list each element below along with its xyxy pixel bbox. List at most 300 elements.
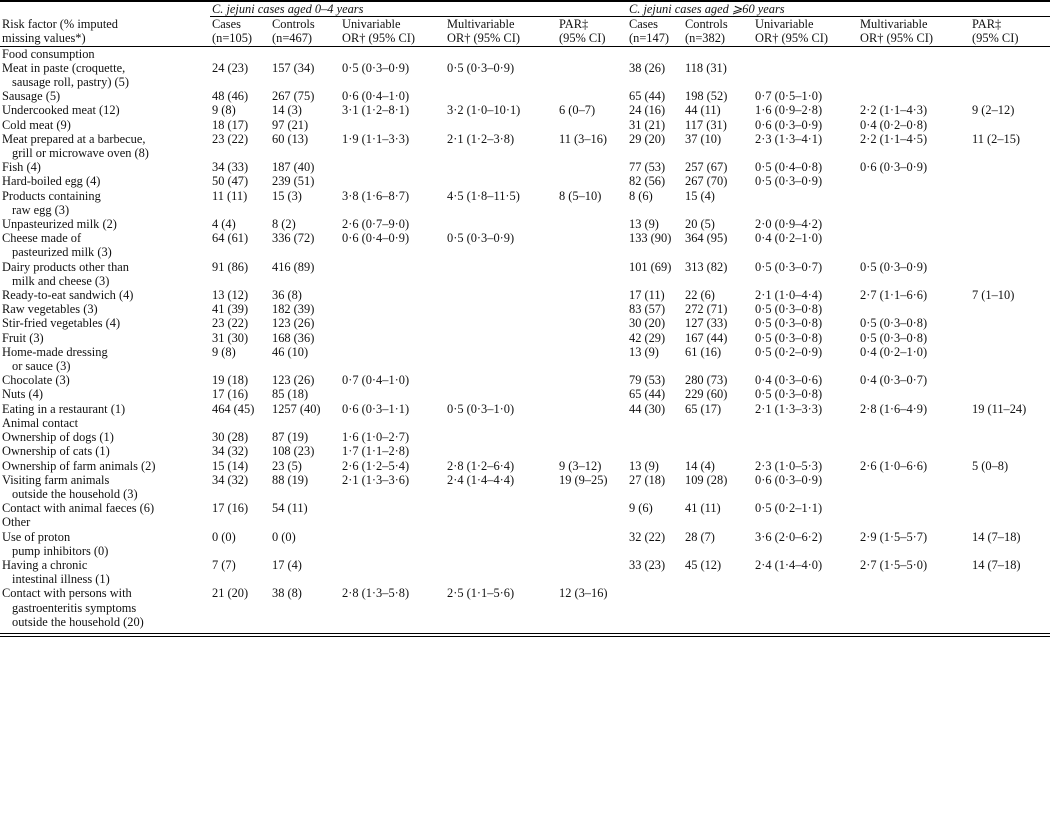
par-young-cell: 19 (9–25): [559, 472, 608, 487]
univariable-old-cell: 2·4 (1·4–4·0): [755, 557, 823, 572]
univariable-young-cell: [340, 345, 445, 373]
column-header-row: [0, 17, 1050, 46]
cases-young-cell: 91 (86): [212, 259, 249, 274]
par-young-cell: [557, 118, 627, 132]
bottom-rule: [0, 633, 1050, 636]
risk-factor-label: Use of proton: [2, 529, 71, 544]
risk-factor-label: Cold meat (9): [2, 117, 71, 132]
controls-young-cell: 54 (11): [272, 501, 308, 516]
risk-factor-cell: [0, 345, 210, 373]
multivariable-old-cell: 2·7 (1·5–5·0): [860, 557, 928, 572]
risk-factor-cell: [0, 89, 210, 103]
controls-young-cell: 17 (4): [272, 557, 302, 572]
table-row: [0, 586, 1050, 629]
par-old-cell: [970, 444, 1050, 458]
univariable-young-cell: 0·7 (0·4–1·0): [342, 373, 410, 388]
par-young-cell: [557, 345, 627, 373]
univariable-old-cell: [753, 430, 858, 444]
univariable-young-cell: [340, 530, 445, 558]
controls-young-cell: 85 (18): [272, 387, 309, 402]
risk-factor-label: sausage roll, pastry) (5): [12, 75, 129, 90]
univariable-old-cell: 0·5 (0·2–1·1): [755, 501, 823, 516]
cases-young-cell: 21 (20): [212, 586, 249, 601]
controls-old-cell: 118 (31): [685, 60, 727, 75]
controls-old-cell: 15 (4): [685, 188, 715, 203]
risk-factor-cell: [0, 473, 210, 501]
risk-factor-label: Having a chronic: [2, 557, 88, 572]
controls-old-cell: 20 (5): [685, 217, 715, 232]
controls-old-cell: 37 (10): [685, 131, 722, 146]
risk-factor-label: Ownership of cats (1): [2, 444, 110, 459]
table-row: [0, 118, 1050, 132]
controls-old-cell: 109 (28): [685, 472, 728, 487]
controls-young-cell: 1257 (40): [272, 401, 321, 416]
cases-old-cell: 9 (6): [629, 501, 653, 516]
cases-old-cell: 38 (26): [629, 60, 666, 75]
univariable-young-cell: [340, 331, 445, 345]
par-young-cell: [557, 530, 627, 558]
risk-factor-label: grill or microwave oven (8): [12, 146, 149, 161]
risk-factor-label: Nuts (4): [2, 387, 43, 402]
cases-young-cell: 48 (46): [212, 89, 249, 104]
par-young-cell: [557, 61, 627, 89]
group-old-title: C. jejuni cases aged ⩾60 years: [627, 2, 1050, 17]
risk-factor-label: Hard-boiled egg (4): [2, 174, 101, 189]
cases-old-cell: 13 (9): [629, 458, 659, 473]
par-old-cell: [970, 231, 1050, 259]
univariable-young-cell: 0·6 (0·4–0·9): [342, 231, 410, 246]
univariable-old-cell: 0·4 (0·3–0·6): [755, 373, 823, 388]
section-header-row: [0, 46, 1050, 61]
par-old-cell: 14 (7–18): [972, 557, 1021, 572]
risk-factor-label: Ownership of dogs (1): [2, 430, 114, 445]
risk-factor-cell: [0, 103, 210, 117]
univariable-old-cell: 2·3 (1·0–5·3): [755, 458, 823, 473]
risk-factor-label: outside the household (3): [12, 486, 138, 501]
multivariable-young-cell: [445, 302, 557, 316]
cases-old-cell: 13 (9): [629, 344, 659, 359]
section-title: Animal contact: [2, 415, 79, 430]
table-row: [0, 430, 1050, 444]
par-young-cell: [557, 444, 627, 458]
cases-young-cell: 50 (47): [212, 174, 249, 189]
table-row: [0, 373, 1050, 387]
table-row: [0, 459, 1050, 473]
par-old-cell: 9 (2–12): [972, 103, 1015, 118]
risk-factor-label: Dairy products other than: [2, 259, 129, 274]
controls-young-cell: 36 (8): [272, 288, 302, 303]
multivariable-young-cell: 2·4 (1·4–4·4): [447, 472, 515, 487]
controls-young-cell: 267 (75): [272, 89, 315, 104]
table-row: [0, 387, 1050, 401]
multivariable-young-cell: [445, 260, 557, 288]
par-old-cell: [970, 586, 1050, 629]
controls-young-cell: 60 (13): [272, 131, 309, 146]
par-young-cell: [557, 316, 627, 330]
controls-young-cell: 336 (72): [272, 231, 315, 246]
cases-young-cell: 23 (22): [212, 131, 249, 146]
multivariable-old-cell: [858, 501, 970, 515]
univariable-old-cell: 0·5 (0·3–0·8): [755, 387, 823, 402]
multivariable-old-cell: [858, 61, 970, 89]
table-row: [0, 174, 1050, 188]
univariable-young-cell: 2·1 (1·3–3·6): [342, 472, 410, 487]
multivariable-old-cell: 0·5 (0·3–0·8): [860, 330, 928, 345]
par-young-cell: [557, 402, 627, 416]
controls-young-cell: 88 (19): [272, 472, 309, 487]
multivariable-young-cell: 2·1 (1·2–3·8): [447, 131, 515, 146]
risk-factor-cell: [0, 61, 210, 89]
univariable-old-cell: [753, 189, 858, 217]
cases-young-cell: 7 (7): [212, 557, 236, 572]
par-old-cell: [970, 345, 1050, 373]
cases-young-cell: 24 (23): [212, 60, 249, 75]
par-old-cell: [970, 331, 1050, 345]
risk-factor-label: Fruit (3): [2, 330, 44, 345]
controls-young-cell: 416 (89): [272, 259, 315, 274]
cases-old-cell: [627, 586, 683, 629]
group-header-row: [0, 2, 1050, 17]
table-row: [0, 61, 1050, 89]
controls-old-cell: 313 (82): [685, 259, 728, 274]
risk-factor-label: Sausage (5): [2, 89, 61, 104]
multivariable-young-cell: 0·5 (0·3–0·9): [447, 60, 515, 75]
multivariable-old-cell: 2·8 (1·6–4·9): [860, 401, 928, 416]
multivariable-young-cell: [445, 373, 557, 387]
risk-factor-cell: [0, 132, 210, 160]
univariable-young-cell: 0·5 (0·3–0·9): [342, 60, 410, 75]
controls-old-cell: 127 (33): [685, 316, 728, 331]
risk-factor-label: Cheese made of: [2, 231, 82, 246]
par-old-cell: 19 (11–24): [972, 401, 1027, 416]
par-old-cell: [970, 61, 1050, 89]
header-par-old: PAR‡ (95% CI): [970, 17, 1050, 46]
par-young-cell: [557, 430, 627, 444]
controls-young-cell: 46 (10): [272, 344, 309, 359]
cases-young-cell: 13 (12): [212, 288, 249, 303]
controls-young-cell: 108 (23): [272, 444, 315, 459]
risk-factor-cell: [0, 373, 210, 387]
multivariable-old-cell: 2·9 (1·5–5·7): [860, 529, 928, 544]
cases-old-cell: 13 (9): [629, 217, 659, 232]
cases-old-cell: 101 (69): [629, 259, 672, 274]
univariable-young-cell: 0·6 (0·3–1·1): [342, 401, 410, 416]
multivariable-old-cell: 2·2 (1·1–4·5): [860, 131, 928, 146]
cases-young-cell: 17 (16): [212, 387, 249, 402]
controls-old-cell: 198 (52): [685, 89, 728, 104]
multivariable-young-cell: [445, 501, 557, 515]
risk-factor-cell: [0, 160, 210, 174]
par-old-cell: [970, 501, 1050, 515]
risk-factor-label: Meat in paste (croquette,: [2, 60, 126, 75]
controls-old-cell: 22 (6): [685, 288, 715, 303]
risk-factor-cell: [0, 174, 210, 188]
header-cases-young: Cases (n=105): [210, 17, 270, 46]
table-row: [0, 103, 1050, 117]
risk-factor-cell: [0, 430, 210, 444]
risk-factor-cell: [0, 288, 210, 302]
multivariable-old-cell: 2·6 (1·0–6·6): [860, 458, 928, 473]
controls-young-cell: 123 (26): [272, 373, 315, 388]
par-old-cell: [970, 174, 1050, 188]
risk-factor-cell: [0, 459, 210, 473]
cases-old-cell: [627, 444, 683, 458]
univariable-young-cell: [340, 160, 445, 174]
univariable-old-cell: 3·6 (2·0–6·2): [755, 529, 823, 544]
cases-young-cell: 64 (61): [212, 231, 249, 246]
section-title: Food consumption: [2, 46, 95, 61]
univariable-old-cell: 2·0 (0·9–4·2): [755, 217, 823, 232]
multivariable-old-cell: [858, 189, 970, 217]
risk-factor-label: Contact with persons with: [2, 586, 132, 601]
par-young-cell: [557, 558, 627, 586]
univariable-young-cell: [340, 302, 445, 316]
cases-old-cell: 65 (44): [629, 89, 666, 104]
univariable-young-cell: 0·6 (0·4–1·0): [342, 89, 410, 104]
multivariable-old-cell: [858, 217, 970, 231]
table-row: [0, 530, 1050, 558]
risk-factor-label: Eating in a restaurant (1): [2, 401, 126, 416]
multivariable-young-cell: [445, 558, 557, 586]
risk-factor-cell: [0, 217, 210, 231]
par-young-cell: [557, 373, 627, 387]
cases-young-cell: 15 (14): [212, 458, 249, 473]
controls-young-cell: 8 (2): [272, 217, 296, 232]
multivariable-young-cell: [445, 444, 557, 458]
multivariable-old-cell: [858, 473, 970, 501]
cases-young-cell: 19 (18): [212, 373, 249, 388]
table-row: [0, 302, 1050, 316]
controls-old-cell: 28 (7): [685, 529, 715, 544]
controls-young-cell: 38 (8): [272, 586, 302, 601]
univariable-old-cell: 0·5 (0·2–0·9): [755, 344, 823, 359]
par-young-cell: [557, 89, 627, 103]
par-young-cell: [557, 231, 627, 259]
risk-factor-label: Undercooked meat (12): [2, 103, 120, 118]
par-young-cell: [557, 331, 627, 345]
controls-old-cell: 272 (71): [685, 302, 728, 317]
univariable-young-cell: 2·6 (0·7–9·0): [342, 217, 410, 232]
univariable-old-cell: 2·3 (1·3–4·1): [755, 131, 823, 146]
univariable-old-cell: 0·5 (0·4–0·8): [755, 160, 823, 175]
header-controls-young: Controls (n=467): [270, 17, 340, 46]
cases-young-cell: 30 (28): [212, 430, 249, 445]
controls-old-cell: 65 (17): [685, 401, 722, 416]
multivariable-young-cell: [445, 174, 557, 188]
risk-factor-label: milk and cheese (3): [12, 273, 110, 288]
multivariable-young-cell: 3·2 (1·0–10·1): [447, 103, 521, 118]
multivariable-old-cell: 0·4 (0·3–0·7): [860, 373, 928, 388]
multivariable-young-cell: [445, 345, 557, 373]
multivariable-young-cell: 0·5 (0·3–0·9): [447, 231, 515, 246]
risk-factor-label: pump inhibitors (0): [12, 543, 109, 558]
risk-factor-label: Chocolate (3): [2, 373, 70, 388]
cases-old-cell: 8 (6): [629, 188, 653, 203]
controls-old-cell: 41 (11): [685, 501, 721, 516]
par-young-cell: [557, 217, 627, 231]
univariable-old-cell: 2·1 (1·3–3·3): [755, 401, 823, 416]
risk-factor-cell: [0, 501, 210, 515]
controls-old-cell: 280 (73): [685, 373, 728, 388]
risk-factor-cell: [0, 118, 210, 132]
cases-young-cell: 0 (0): [212, 529, 236, 544]
risk-factor-label: intestinal illness (1): [12, 572, 110, 587]
univariable-young-cell: [340, 118, 445, 132]
controls-old-cell: 167 (44): [685, 330, 728, 345]
par-old-cell: 5 (0–8): [972, 458, 1009, 473]
risk-factor-label: Unpasteurized milk (2): [2, 217, 117, 232]
multivariable-old-cell: 0·4 (0·2–1·0): [860, 344, 928, 359]
univariable-old-cell: 0·6 (0·3–0·9): [755, 117, 823, 132]
table-row: [0, 402, 1050, 416]
univariable-old-cell: 0·5 (0·3–0·9): [755, 174, 823, 189]
controls-old-cell: 14 (4): [685, 458, 715, 473]
group-young-title: C. jejuni cases aged 0–4 years: [210, 2, 627, 17]
cases-young-cell: 9 (8): [212, 344, 236, 359]
risk-factor-label: pasteurized milk (3): [12, 245, 112, 260]
controls-young-cell: 168 (36): [272, 330, 315, 345]
multivariable-young-cell: 2·8 (1·2–6·4): [447, 458, 515, 473]
section-header-row: [0, 416, 1050, 430]
controls-young-cell: 14 (3): [272, 103, 302, 118]
cases-young-cell: 9 (8): [212, 103, 236, 118]
risk-factor-cell: [0, 444, 210, 458]
cases-old-cell: [627, 430, 683, 444]
univariable-old-cell: 0·5 (0·3–0·7): [755, 259, 823, 274]
risk-factor-cell: [0, 331, 210, 345]
risk-factor-label: raw egg (3): [12, 202, 70, 217]
risk-factor-cell: [0, 586, 210, 629]
univariable-old-cell: 0·5 (0·3–0·8): [755, 316, 823, 331]
risk-factor-cell: [0, 402, 210, 416]
par-young-cell: [557, 302, 627, 316]
header-univariable-old: Univariable OR† (95% CI): [753, 17, 858, 46]
multivariable-young-cell: [445, 430, 557, 444]
risk-factor-label: Contact with animal faeces (6): [2, 501, 155, 516]
risk-factor-label: gastroenteritis symptoms: [12, 600, 137, 615]
univariable-old-cell: 0·7 (0·5–1·0): [755, 89, 823, 104]
controls-old-cell: 117 (31): [685, 117, 727, 132]
univariable-old-cell: 0·4 (0·2–1·0): [755, 231, 823, 246]
controls-old-cell: 257 (67): [685, 160, 728, 175]
risk-factor-label: Products containing: [2, 188, 101, 203]
table-row: [0, 288, 1050, 302]
multivariable-old-cell: 0·4 (0·2–0·8): [860, 117, 928, 132]
univariable-young-cell: [340, 288, 445, 302]
controls-old-cell: 45 (12): [685, 557, 722, 572]
par-old-cell: [970, 302, 1050, 316]
controls-young-cell: 123 (26): [272, 316, 315, 331]
multivariable-young-cell: [445, 89, 557, 103]
risk-factor-cell: [0, 530, 210, 558]
cases-old-cell: 29 (20): [629, 131, 666, 146]
controls-young-cell: 187 (40): [272, 160, 315, 175]
par-old-cell: [970, 430, 1050, 444]
cases-young-cell: 34 (32): [212, 472, 249, 487]
univariable-old-cell: 2·1 (1·0–4·4): [755, 288, 823, 303]
table-row: [0, 132, 1050, 160]
univariable-young-cell: 2·8 (1·3–5·8): [342, 586, 410, 601]
controls-old-cell: [683, 430, 753, 444]
cases-old-cell: 77 (53): [629, 160, 666, 175]
controls-young-cell: 87 (19): [272, 430, 309, 445]
par-old-cell: [970, 387, 1050, 401]
multivariable-old-cell: [858, 231, 970, 259]
multivariable-young-cell: [445, 316, 557, 330]
multivariable-young-cell: [445, 530, 557, 558]
risk-factor-cell: [0, 231, 210, 259]
multivariable-old-cell: [858, 444, 970, 458]
header-multivariable-young: Multivariable OR† (95% CI): [445, 17, 557, 46]
par-old-cell: [970, 217, 1050, 231]
cases-old-cell: 42 (29): [629, 330, 666, 345]
multivariable-young-cell: [445, 331, 557, 345]
multivariable-young-cell: 4·5 (1·8–11·5): [447, 188, 520, 203]
controls-old-cell: 61 (16): [685, 344, 722, 359]
header-multivariable-old: Multivariable OR† (95% CI): [858, 17, 970, 46]
par-young-cell: 6 (0–7): [559, 103, 596, 118]
par-old-cell: 7 (1–10): [972, 288, 1015, 303]
header-cases-old: Cases (n=147): [627, 17, 683, 46]
cases-old-cell: 83 (57): [629, 302, 666, 317]
multivariable-old-cell: [858, 174, 970, 188]
cases-young-cell: 4 (4): [212, 217, 236, 232]
controls-old-cell: [683, 586, 753, 629]
par-young-cell: [557, 387, 627, 401]
risk-factor-cell: [0, 260, 210, 288]
header-univariable-young: Univariable OR† (95% CI): [340, 17, 445, 46]
risk-factor-label: outside the household (20): [12, 614, 144, 629]
univariable-old-cell: [753, 444, 858, 458]
multivariable-old-cell: [858, 387, 970, 401]
multivariable-old-cell: 2·2 (1·1–4·3): [860, 103, 928, 118]
univariable-young-cell: 1·9 (1·1–3·3): [342, 131, 410, 146]
par-young-cell: [557, 288, 627, 302]
table-row: [0, 316, 1050, 330]
par-young-cell: [557, 160, 627, 174]
cases-old-cell: 30 (20): [629, 316, 666, 331]
cases-old-cell: 17 (11): [629, 288, 665, 303]
par-old-cell: [970, 373, 1050, 387]
cases-young-cell: 34 (32): [212, 444, 249, 459]
multivariable-young-cell: [445, 118, 557, 132]
risk-factor-cell: [0, 387, 210, 401]
controls-young-cell: 239 (51): [272, 174, 315, 189]
controls-young-cell: 182 (39): [272, 302, 315, 317]
table-row: [0, 260, 1050, 288]
cases-old-cell: 44 (30): [629, 401, 666, 416]
par-old-cell: [970, 160, 1050, 174]
multivariable-old-cell: [858, 302, 970, 316]
par-young-cell: 8 (5–10): [559, 188, 602, 203]
cases-young-cell: 41 (39): [212, 302, 249, 317]
cases-old-cell: 32 (22): [629, 529, 666, 544]
univariable-young-cell: [340, 387, 445, 401]
controls-old-cell: 229 (60): [685, 387, 728, 402]
univariable-young-cell: 1·6 (1·0–2·7): [342, 430, 410, 445]
controls-young-cell: 97 (21): [272, 117, 309, 132]
cases-young-cell: 18 (17): [212, 117, 249, 132]
univariable-old-cell: [753, 586, 858, 629]
table-row: [0, 345, 1050, 373]
univariable-old-cell: 0·5 (0·3–0·8): [755, 330, 823, 345]
cases-old-cell: 31 (21): [629, 117, 666, 132]
multivariable-old-cell: [858, 89, 970, 103]
par-young-cell: 12 (3–16): [559, 586, 608, 601]
par-old-cell: [970, 260, 1050, 288]
univariable-young-cell: 3·8 (1·6–8·7): [342, 188, 410, 203]
cases-young-cell: 34 (33): [212, 160, 249, 175]
